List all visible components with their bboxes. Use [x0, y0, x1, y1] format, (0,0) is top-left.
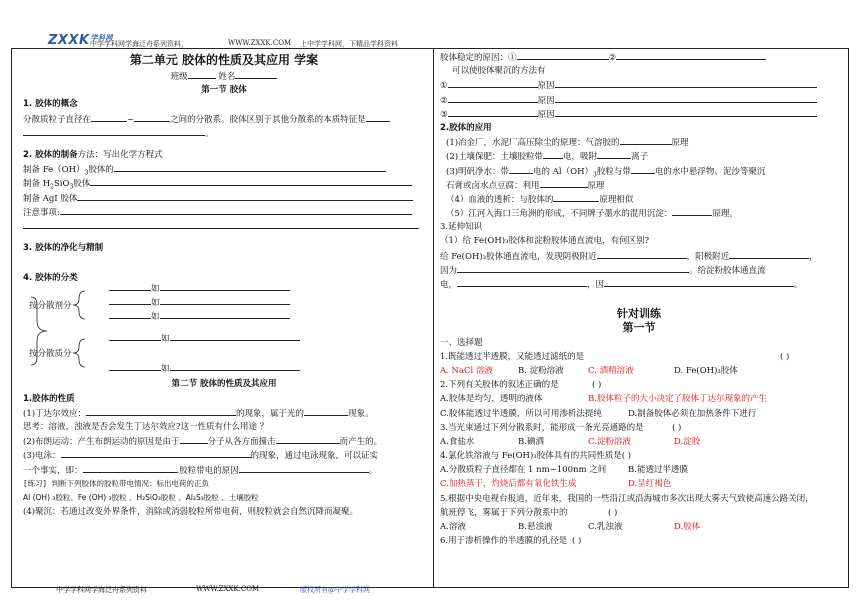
- blank[interactable]: [77, 191, 413, 201]
- ext-2: [440, 249, 838, 263]
- question-2: [440, 378, 838, 392]
- q5-paren[interactable]: ( ): [608, 507, 618, 518]
- blank[interactable]: [604, 277, 794, 287]
- option-c[interactable]: C.乳浊液: [588, 522, 623, 533]
- blank[interactable]: [517, 50, 609, 60]
- question-5b: [440, 506, 838, 520]
- q4-options-1: [440, 463, 838, 477]
- blank[interactable]: [86, 406, 236, 416]
- blank[interactable]: [83, 463, 177, 473]
- method-3: [440, 107, 838, 121]
- blank[interactable]: [180, 434, 208, 444]
- option-c[interactable]: C.胶体能透过半透膜，所以可用渗析法提纯: [440, 408, 602, 419]
- s4-heading: 4. 胶体的分类: [23, 273, 78, 284]
- q3-options: [440, 435, 838, 449]
- ru: 如: [161, 334, 170, 345]
- option-b[interactable]: B.胶体粒子的大小决定了胶体丁达尔现象的产生: [588, 394, 767, 405]
- s2-l4: 注意事项:: [23, 207, 60, 218]
- footer-right[interactable]: 版权所有@中学学科网: [300, 586, 370, 594]
- s2-l2b: SiO: [53, 179, 70, 190]
- a4a: 石膏或卤水点豆腐：利用: [446, 180, 540, 191]
- q2-options-2: [440, 407, 838, 421]
- tree-item: [109, 309, 290, 323]
- q5-options: [440, 520, 838, 534]
- p1-line-6: (4)聚沉：若通过改变外界条件，消除或消弱胶粒所带电荷，则胶粒就会自然沉降而凝聚。: [23, 507, 359, 518]
- q2-paren[interactable]: ( ): [592, 380, 602, 391]
- ext-3: [440, 263, 838, 277]
- blank[interactable]: [61, 448, 251, 458]
- blank[interactable]: [366, 112, 390, 122]
- method-2: [440, 93, 838, 107]
- s2-heading-line: [23, 148, 425, 162]
- s1-text-a: 分散质粒子直径在: [23, 114, 92, 125]
- a4b: 原理: [587, 180, 605, 191]
- q1-options: [440, 364, 838, 378]
- option-a[interactable]: A.溶液: [440, 522, 466, 533]
- blank[interactable]: [109, 331, 161, 341]
- a6a: （5）江河入海口三角洲的形成，不同牌子墨水的混用沉淀：: [446, 209, 673, 220]
- section-1-title: 第一节 胶体: [201, 85, 247, 96]
- a3a: (3)明矾净水：带: [446, 166, 510, 177]
- left-column: [23, 52, 425, 519]
- s2-line-3: [23, 191, 425, 205]
- blank[interactable]: [448, 107, 538, 117]
- p1-1c: 现象。: [348, 408, 374, 419]
- right-column: [440, 50, 838, 548]
- s1-text-b: ~: [127, 114, 135, 125]
- footer-site[interactable]: WWW.ZXXK.COM: [196, 585, 260, 593]
- p1-line-2: 思考：溶液，浊液是否会发生丁达尔效应?这一性质有什么用途 ？: [23, 422, 269, 432]
- option-d[interactable]: D.制备胶体必须在加热条件下进行: [628, 408, 757, 419]
- question-4: 4.氯化铁溶液与 Fe(OH)₃胶体具有的共同性质是( ): [440, 451, 632, 462]
- m3: ③: [440, 109, 448, 120]
- method-1: [440, 78, 838, 92]
- p1-line-5: [23, 463, 425, 477]
- s2-line-5: [23, 219, 425, 233]
- option-d[interactable]: D.淀胶: [674, 436, 701, 447]
- question-3: [440, 421, 838, 435]
- option-c[interactable]: C.淀粉溶液: [588, 436, 631, 447]
- logo-text: ZXXK: [48, 33, 90, 48]
- blank[interactable]: [620, 135, 672, 145]
- ext4c: 。: [794, 280, 803, 290]
- option-d[interactable]: D.呈红褐色: [628, 479, 672, 490]
- reason-label: 原因: [537, 81, 555, 92]
- blank[interactable]: [729, 249, 809, 259]
- tree-item: [109, 331, 300, 345]
- blank[interactable]: [109, 295, 151, 305]
- q2-text: 2.下列有关胶体的叙述正确的是: [440, 380, 559, 391]
- column-divider: [433, 48, 434, 588]
- ext-4: [440, 277, 838, 291]
- p1-5a: 一个事实，即：: [23, 465, 83, 476]
- blank[interactable]: [553, 192, 599, 202]
- blank[interactable]: [457, 277, 587, 287]
- q1-text: 1.既能透过半透膜，又能透过滤纸的是: [440, 351, 585, 362]
- ru: 如: [161, 364, 170, 375]
- class-blank[interactable]: [188, 69, 216, 79]
- blank[interactable]: [91, 112, 127, 122]
- a2b: 电，吸附: [563, 152, 598, 163]
- blank[interactable]: [276, 434, 340, 444]
- option-d[interactable]: D.胶体: [674, 522, 701, 533]
- s1-line: [23, 112, 425, 126]
- option-a[interactable]: A.食盐水: [440, 436, 475, 447]
- header-right-text: 上中学学科网，下精品学科资料: [300, 40, 398, 48]
- blank[interactable]: [170, 361, 300, 371]
- ext2c: ，: [809, 251, 818, 262]
- p1-1a: (1)丁达尔效应：: [23, 408, 87, 419]
- option-a[interactable]: A. NaCl 溶液: [440, 365, 493, 376]
- p1-4a: (3)电泳：: [23, 451, 61, 462]
- s1-text-c: 之间的分散系。胶体区别于其他分散系的本质特征是: [170, 114, 366, 125]
- ext4b: ，因: [587, 280, 605, 290]
- ext3b: 。给淀粉胶体通直流: [689, 265, 766, 276]
- p1-line-4: [23, 448, 425, 462]
- a6b: 原理。: [712, 209, 738, 220]
- ru: 如: [151, 312, 160, 323]
- section-2-title: 第二节 胶体的性质及其应用: [171, 379, 277, 390]
- a1b: 原理: [671, 138, 689, 149]
- tree-item: [109, 281, 290, 295]
- blank[interactable]: [109, 281, 151, 291]
- q3-paren[interactable]: ( ): [672, 422, 682, 433]
- blank[interactable]: [540, 178, 588, 188]
- a3d: 电的水中悬浮物、泥沙等聚沉: [654, 166, 766, 177]
- blank[interactable]: [616, 50, 766, 60]
- exercise-heading: [练习] 判断下列胶体的胶粒带电情况：标出电荷的正负: [23, 478, 210, 488]
- practice-title: 针对训练: [617, 307, 661, 321]
- header-left-text: 中学学科网学海泛舟系列资料，: [90, 40, 188, 48]
- blank[interactable]: [90, 176, 412, 186]
- blank[interactable]: [160, 295, 290, 305]
- s1-end: 。: [205, 128, 214, 139]
- r-line-1: [440, 50, 838, 64]
- blank[interactable]: [60, 205, 412, 215]
- p1-3a: (2)布朗运动：产生布朗运动的原因是由于: [23, 437, 180, 448]
- s2-l2c: 胶体: [73, 179, 91, 190]
- p1-4b: 的现象，通过电泳现象，可以证实: [250, 451, 379, 462]
- ext2a: 给 Fe(OH)₃胶体通直流电，发现阴极附近: [440, 251, 597, 262]
- by-particle-label: 按分散剂分: [29, 301, 72, 312]
- option-c[interactable]: C.加热蒸干，灼烧后都有氧化铁生成: [440, 479, 577, 490]
- m1: ①: [440, 81, 448, 92]
- q1-paren[interactable]: ( ): [780, 351, 790, 362]
- r-line-2: 可以使胶体聚沉的方法有: [452, 66, 546, 77]
- logo-sub: 学科网: [90, 34, 114, 42]
- option-c[interactable]: C. 酒精溶液: [588, 365, 634, 376]
- blank[interactable]: [109, 309, 151, 319]
- option-a[interactable]: A.分散质粒子直径都在 1 nm~100nm 之间: [440, 465, 607, 476]
- p1-3b: 分子从各方面撞击: [207, 437, 276, 448]
- s2-method: 方法：写出化学方程式: [77, 149, 163, 160]
- s2-heading: 2. 胶体的制备: [23, 149, 78, 160]
- blank[interactable]: [672, 206, 712, 216]
- footer-left: 中学学科网学海泛舟系列资料: [56, 586, 147, 594]
- s2-l2: 制备 H: [23, 179, 51, 190]
- blank[interactable]: [509, 164, 533, 174]
- blank[interactable]: [448, 93, 538, 103]
- ext-heading: 3.延伸知识: [440, 222, 483, 233]
- q2-options-1: [440, 392, 838, 406]
- blank[interactable]: [109, 361, 161, 371]
- app-2: [440, 149, 838, 163]
- s2-l1: 制备 Fe（OH）: [23, 165, 85, 176]
- ext3a: 因为: [440, 265, 458, 276]
- option-a[interactable]: A.胶体是均匀，透明的液体: [440, 394, 543, 405]
- s2-l3: 制备 AgI 胶体: [23, 193, 78, 204]
- p1-3c: 而产生的。: [339, 437, 383, 448]
- ext2b: ，阳极附近: [686, 251, 730, 262]
- a3c: 胶粒与带: [596, 166, 631, 177]
- q-heading: 一、选择题: [440, 337, 483, 348]
- name-blank[interactable]: [235, 69, 277, 79]
- p1-5c: 。: [368, 465, 378, 476]
- app-5: [440, 192, 838, 206]
- class-name-line: [23, 69, 425, 83]
- reason-label: 原因: [537, 95, 555, 106]
- p1-line-3: [23, 434, 425, 448]
- blank[interactable]: [134, 112, 170, 122]
- practice-subtitle: 第一节: [622, 321, 656, 335]
- r1b: ②: [608, 53, 617, 63]
- ru: 如: [151, 284, 160, 295]
- blank[interactable]: [23, 219, 419, 229]
- blank[interactable]: [160, 309, 290, 319]
- blank[interactable]: [304, 406, 348, 416]
- a2c: 离子: [631, 152, 649, 163]
- class-label: 班级: [170, 72, 188, 82]
- blank[interactable]: [631, 164, 655, 174]
- blank[interactable]: [23, 126, 205, 136]
- q3-text: 3.当光束通过下列分散系时，能形成一条光亮通路的是: [440, 422, 644, 433]
- tree-item: [109, 361, 300, 375]
- a3b: 电的 Al（OH）: [533, 166, 593, 177]
- p1-line-1: [23, 406, 425, 420]
- s2-line-4: [23, 205, 425, 219]
- a1a: (1)冶金厂，水泥厂高压除尘的原理：气溶胶的: [446, 138, 620, 149]
- p1-heading: 1.胶体的性质: [23, 393, 75, 404]
- question-5: 5.根据中央电视台报道，近年来，我国的一些沿江或沿海城市多次出现大雾天气致使高速公路关闭，: [440, 493, 814, 504]
- app-4: [440, 178, 838, 192]
- q5b-text: 航班停飞，雾属于下列分散系中的: [440, 507, 568, 518]
- reason-label: 原因: [537, 109, 555, 120]
- r1a: 胶体稳定的原因：①: [440, 53, 517, 63]
- s2-line-2: 制备 $H_2SiO_3$胶体: [23, 176, 425, 190]
- header-site[interactable]: WWW.ZXXK.COM: [228, 39, 292, 47]
- blank[interactable]: [160, 281, 290, 291]
- blank[interactable]: [114, 162, 386, 172]
- name-label: 姓名: [218, 72, 236, 82]
- q6-paren[interactable]: ( ): [572, 536, 582, 547]
- option-b[interactable]: B.能透过半透膜: [628, 465, 688, 476]
- blank[interactable]: [170, 331, 300, 341]
- s2-line-1: 制备 $Fe(OH)_3$胶体的: [23, 162, 425, 176]
- option-b[interactable]: B. 淀粉溶液: [518, 365, 564, 376]
- by-state-label: 按分散质分: [29, 349, 72, 360]
- p1-5b: .胶粒带电的原因: [176, 465, 239, 476]
- s1-heading: 1. 胶体的概念: [23, 99, 78, 110]
- app-3: (3)明矾净水：带 电的 $Al(OH)_3$胶粒与带 电的水中悬浮物、泥沙等聚沉: [440, 164, 838, 178]
- question-6: [440, 534, 838, 548]
- a5b: 原理相似: [599, 194, 634, 205]
- q6-text: 6.用于渗析操作的半透膜的孔径是: [440, 536, 568, 547]
- exercise-line: Al (OH) ₃胶粒、Fe (OH) ₃胶粒 、H₂SiO₃胶粒 、Al₂S₃胶粒 、土壤胶粒: [23, 492, 259, 502]
- app-6: [440, 206, 838, 220]
- a5a: （4）血液的透析：与胶体的: [446, 194, 554, 205]
- s3-heading: 3. 胶体的净化与精制: [23, 243, 104, 254]
- ru: 如: [151, 298, 160, 309]
- s2-l1b: 胶体的: [88, 165, 114, 176]
- blank[interactable]: [555, 78, 817, 88]
- option-b[interactable]: B.悬浊液: [518, 522, 553, 533]
- q4-options-2: [440, 477, 838, 491]
- blank[interactable]: [597, 149, 631, 159]
- p1-1b: 的现象，属于光的: [236, 408, 305, 419]
- blank[interactable]: [448, 78, 538, 88]
- apps-heading: 2.胶体的应用: [440, 122, 492, 133]
- app-1: [440, 135, 838, 149]
- blank[interactable]: [239, 463, 369, 473]
- blank[interactable]: [457, 263, 689, 273]
- question-1: [440, 350, 838, 364]
- blank[interactable]: [543, 149, 563, 159]
- blank[interactable]: [555, 93, 817, 103]
- tree-item: [109, 295, 290, 309]
- blank[interactable]: [597, 249, 687, 259]
- classification-tree: [23, 285, 425, 377]
- option-d[interactable]: D. Fe(OH)₃胶体: [674, 365, 738, 376]
- a2a: (2)土壤保肥：土壤胶粒带: [446, 152, 544, 163]
- m2: ②: [440, 95, 448, 106]
- ext-1: （1）给 Fe(OH)₃胶体和淀粉胶体通直流电，有何区别?: [440, 236, 650, 247]
- ext4a: 电，: [440, 280, 458, 290]
- s1-line-2: [23, 126, 425, 140]
- option-b[interactable]: B.碘酒: [518, 436, 544, 447]
- blank[interactable]: [555, 107, 817, 117]
- page-title: 第二单元 胶体的性质及其应用 学案: [129, 53, 319, 67]
